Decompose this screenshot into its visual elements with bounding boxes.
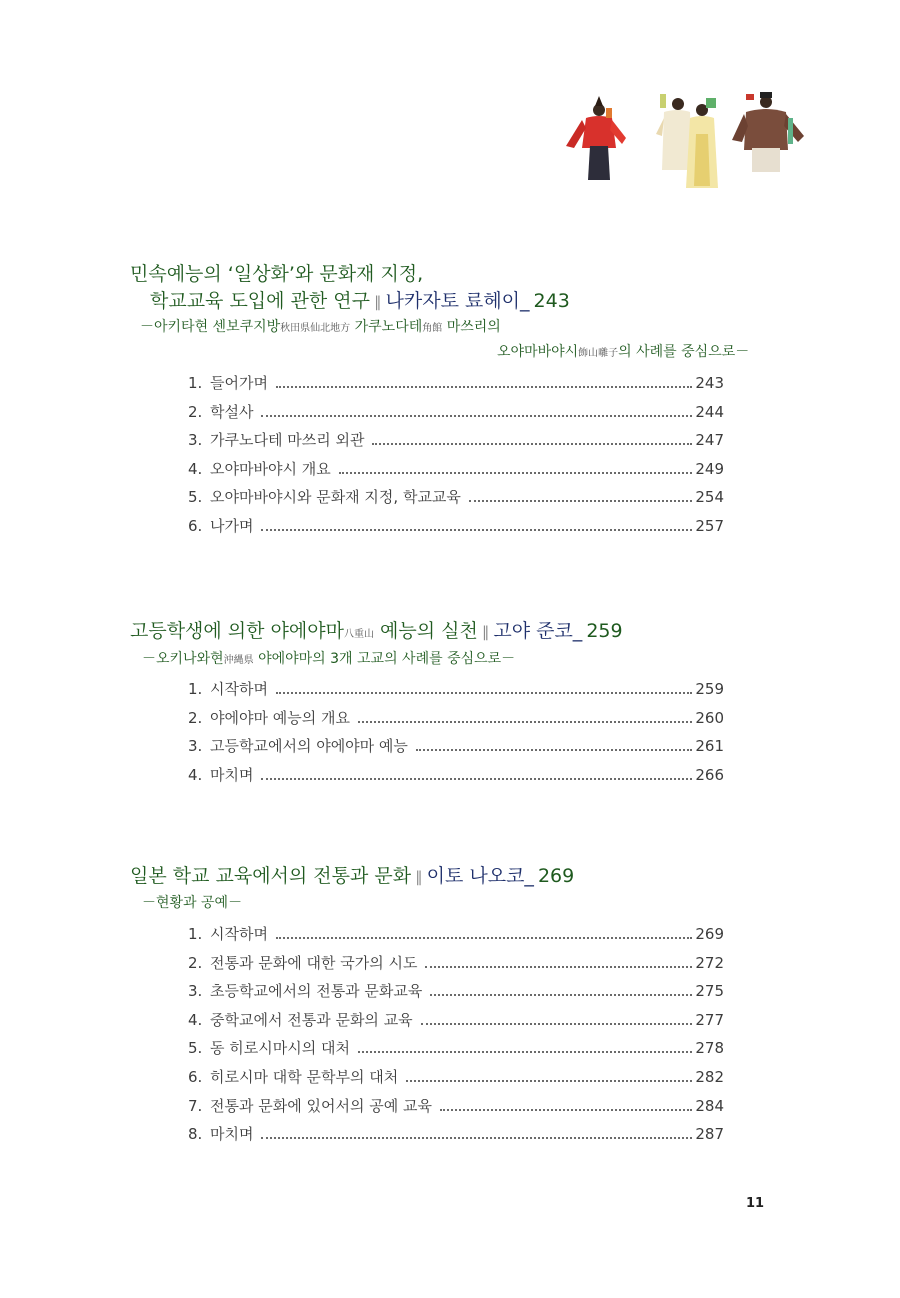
toc-entry[interactable] bbox=[188, 980, 724, 1009]
entry-page: 269 bbox=[695, 925, 724, 943]
entry-label: 동 히로시마시의 대처 bbox=[210, 1039, 350, 1058]
dot-leader bbox=[406, 1080, 692, 1082]
entry-number: 4. bbox=[188, 765, 203, 784]
entry-number: 5. bbox=[188, 1039, 203, 1058]
subtitle-text: －현황과 공예－ bbox=[142, 895, 243, 911]
dot-leader bbox=[276, 937, 692, 939]
entry-page: 284 bbox=[695, 1096, 724, 1115]
dot-leader bbox=[276, 692, 692, 694]
entry-page: 259 bbox=[695, 680, 724, 698]
toc-entry[interactable] bbox=[188, 458, 724, 487]
section-title-line1: 민속예능의 ‘일상화’와 문화재 지정, bbox=[130, 263, 424, 285]
subtitle-part-b: 가쿠노다테 bbox=[354, 319, 423, 335]
entry-label: 가쿠노다테 마쓰리 외관 bbox=[210, 431, 365, 450]
section-subtitle bbox=[140, 318, 501, 338]
dot-leader bbox=[261, 415, 692, 417]
entry-label: 고등학교에서의 야에야마 예능 bbox=[210, 737, 408, 756]
toc-entry[interactable] bbox=[188, 372, 724, 401]
entry-label: 시작하며 bbox=[210, 680, 268, 698]
dot-leader bbox=[430, 994, 692, 996]
entry-page: 249 bbox=[695, 459, 724, 478]
entry-number: 3. bbox=[188, 737, 203, 756]
dot-leader bbox=[440, 1109, 692, 1111]
toc-entry[interactable] bbox=[188, 678, 724, 707]
toc-entry[interactable] bbox=[188, 1123, 724, 1152]
entry-label: 학설사 bbox=[210, 402, 254, 421]
dot-leader bbox=[276, 386, 692, 388]
separator: ∥ bbox=[415, 868, 423, 886]
section-title bbox=[130, 864, 574, 889]
entry-number: 4. bbox=[188, 1010, 203, 1029]
dot-leader bbox=[358, 721, 692, 723]
entry-label: 야에야마 예능의 개요 bbox=[210, 708, 350, 727]
subtitle-hanja-b: 角館 bbox=[422, 323, 443, 334]
folk-dancers-illustration-icon bbox=[556, 88, 812, 198]
subtitle2-hanja: 飾山囃子 bbox=[578, 348, 619, 359]
entry-page: 260 bbox=[695, 708, 724, 727]
entry-label: 나가며 bbox=[210, 516, 254, 535]
section-title bbox=[130, 619, 623, 647]
dot-leader bbox=[416, 749, 692, 751]
entry-page: 244 bbox=[695, 402, 724, 421]
dot-leader bbox=[425, 966, 692, 968]
entry-page: 287 bbox=[695, 1125, 724, 1144]
entry-page: 272 bbox=[695, 953, 724, 972]
toc-entry[interactable] bbox=[188, 1009, 724, 1038]
page-number: 11 bbox=[745, 1196, 765, 1211]
section-subtitle bbox=[142, 650, 515, 670]
entry-label: 초등학교에서의 전통과 문화교육 bbox=[210, 982, 423, 1001]
toc-entry[interactable] bbox=[188, 952, 724, 981]
dot-leader bbox=[339, 472, 692, 474]
toc-entry[interactable] bbox=[188, 923, 724, 952]
entry-page: 261 bbox=[695, 737, 724, 756]
entry-label: 들어가며 bbox=[210, 374, 268, 392]
entry-number: 4. bbox=[188, 459, 203, 478]
entry-number: 5. bbox=[188, 488, 203, 507]
toc-entry[interactable] bbox=[188, 764, 724, 793]
subtitle2-part-a: 오야마바야시 bbox=[497, 344, 579, 360]
section-subtitle bbox=[142, 894, 242, 912]
toc-entry[interactable] bbox=[188, 486, 724, 515]
entry-label: 전통과 문화에 대한 국가의 시도 bbox=[210, 953, 418, 972]
entry-page: 254 bbox=[695, 488, 724, 507]
entry-number: 3. bbox=[188, 982, 203, 1001]
dot-leader bbox=[372, 443, 692, 445]
section-title-part-a: 고등학생에 의한 야에야마 bbox=[130, 620, 344, 642]
dot-leader bbox=[261, 1137, 692, 1139]
entry-label: 마치며 bbox=[210, 1125, 254, 1144]
toc-list bbox=[188, 372, 724, 544]
subtitle-hanja-a: 秋田県仙北地方 bbox=[280, 323, 351, 334]
entry-number: 2. bbox=[188, 708, 203, 727]
section-subtitle-line2 bbox=[497, 343, 749, 363]
entry-page: 243 bbox=[695, 374, 724, 392]
entry-number: 1. bbox=[188, 374, 203, 392]
entry-label: 마치며 bbox=[210, 765, 254, 784]
subtitle-part-a: －아키타현 센보쿠지방 bbox=[140, 319, 281, 335]
entry-page: 277 bbox=[695, 1010, 724, 1029]
section-title bbox=[130, 262, 423, 286]
entry-number: 2. bbox=[188, 402, 203, 421]
subtitle-part-a: －오키나와현 bbox=[142, 651, 224, 667]
toc-entry[interactable] bbox=[188, 1066, 724, 1095]
toc-entry[interactable] bbox=[188, 707, 724, 736]
entry-label: 오야마바야시와 문화재 지정, 학교교육 bbox=[210, 488, 461, 507]
entry-page: 278 bbox=[695, 1039, 724, 1058]
start-page: 269 bbox=[537, 865, 575, 887]
dot-leader bbox=[261, 778, 692, 780]
separator: ∥ bbox=[374, 293, 382, 311]
entry-number: 1. bbox=[188, 680, 203, 698]
entry-number: 6. bbox=[188, 516, 203, 535]
toc-list bbox=[188, 678, 724, 792]
author-name: 나카자토 료헤이_ bbox=[385, 290, 530, 312]
section-title-part-b: 예능의 실천 bbox=[380, 620, 478, 642]
entry-label: 오야마바야시 개요 bbox=[210, 459, 331, 478]
section-title-hanja: 八重山 bbox=[343, 629, 374, 640]
toc-entry[interactable] bbox=[188, 401, 724, 430]
start-page: 243 bbox=[533, 290, 570, 312]
section-title-line2-row bbox=[150, 289, 570, 314]
entry-label: 시작하며 bbox=[210, 925, 268, 943]
toc-entry[interactable] bbox=[188, 429, 724, 458]
entry-number: 8. bbox=[188, 1125, 203, 1144]
entry-label: 전통과 문화에 있어서의 공예 교육 bbox=[210, 1096, 432, 1115]
entry-page: 266 bbox=[695, 765, 724, 784]
entry-number: 6. bbox=[188, 1067, 203, 1086]
toc-list bbox=[188, 923, 724, 1152]
dot-leader bbox=[261, 529, 692, 531]
toc-entry[interactable] bbox=[188, 515, 724, 544]
dot-leader bbox=[469, 500, 692, 502]
entry-page: 282 bbox=[695, 1067, 724, 1086]
entry-label: 중학교에서 전통과 문화의 교육 bbox=[210, 1010, 413, 1029]
entry-page: 247 bbox=[695, 431, 724, 450]
section-title-line2: 학교교육 도입에 관한 연구 bbox=[150, 290, 371, 312]
entry-label: 히로시마 대학 문학부의 대처 bbox=[210, 1067, 399, 1086]
section-title-text: 일본 학교 교육에서의 전통과 문화 bbox=[130, 865, 412, 887]
entry-page: 257 bbox=[695, 516, 724, 535]
dot-leader bbox=[421, 1023, 692, 1025]
subtitle-part-c: 마쓰리의 bbox=[446, 319, 501, 335]
start-page: 259 bbox=[586, 620, 623, 642]
subtitle2-part-b: 의 사례를 중심으로－ bbox=[618, 344, 750, 360]
entry-number: 3. bbox=[188, 431, 203, 450]
separator: ∥ bbox=[481, 623, 490, 641]
entry-number: 7. bbox=[188, 1096, 203, 1115]
subtitle-part-b: 야에야마의 3개 고교의 사례를 중심으로－ bbox=[258, 651, 516, 667]
entry-number: 1. bbox=[188, 925, 203, 943]
author-name: 고야 준코_ bbox=[493, 620, 583, 642]
subtitle-hanja: 沖縄県 bbox=[223, 655, 254, 666]
entry-number: 2. bbox=[188, 953, 203, 972]
dot-leader bbox=[358, 1051, 692, 1053]
toc-entry[interactable] bbox=[188, 735, 724, 764]
toc-entry[interactable] bbox=[188, 1095, 724, 1124]
entry-page: 275 bbox=[695, 982, 724, 1001]
toc-entry[interactable] bbox=[188, 1037, 724, 1066]
author-name: 이토 나오코_ bbox=[426, 865, 534, 887]
